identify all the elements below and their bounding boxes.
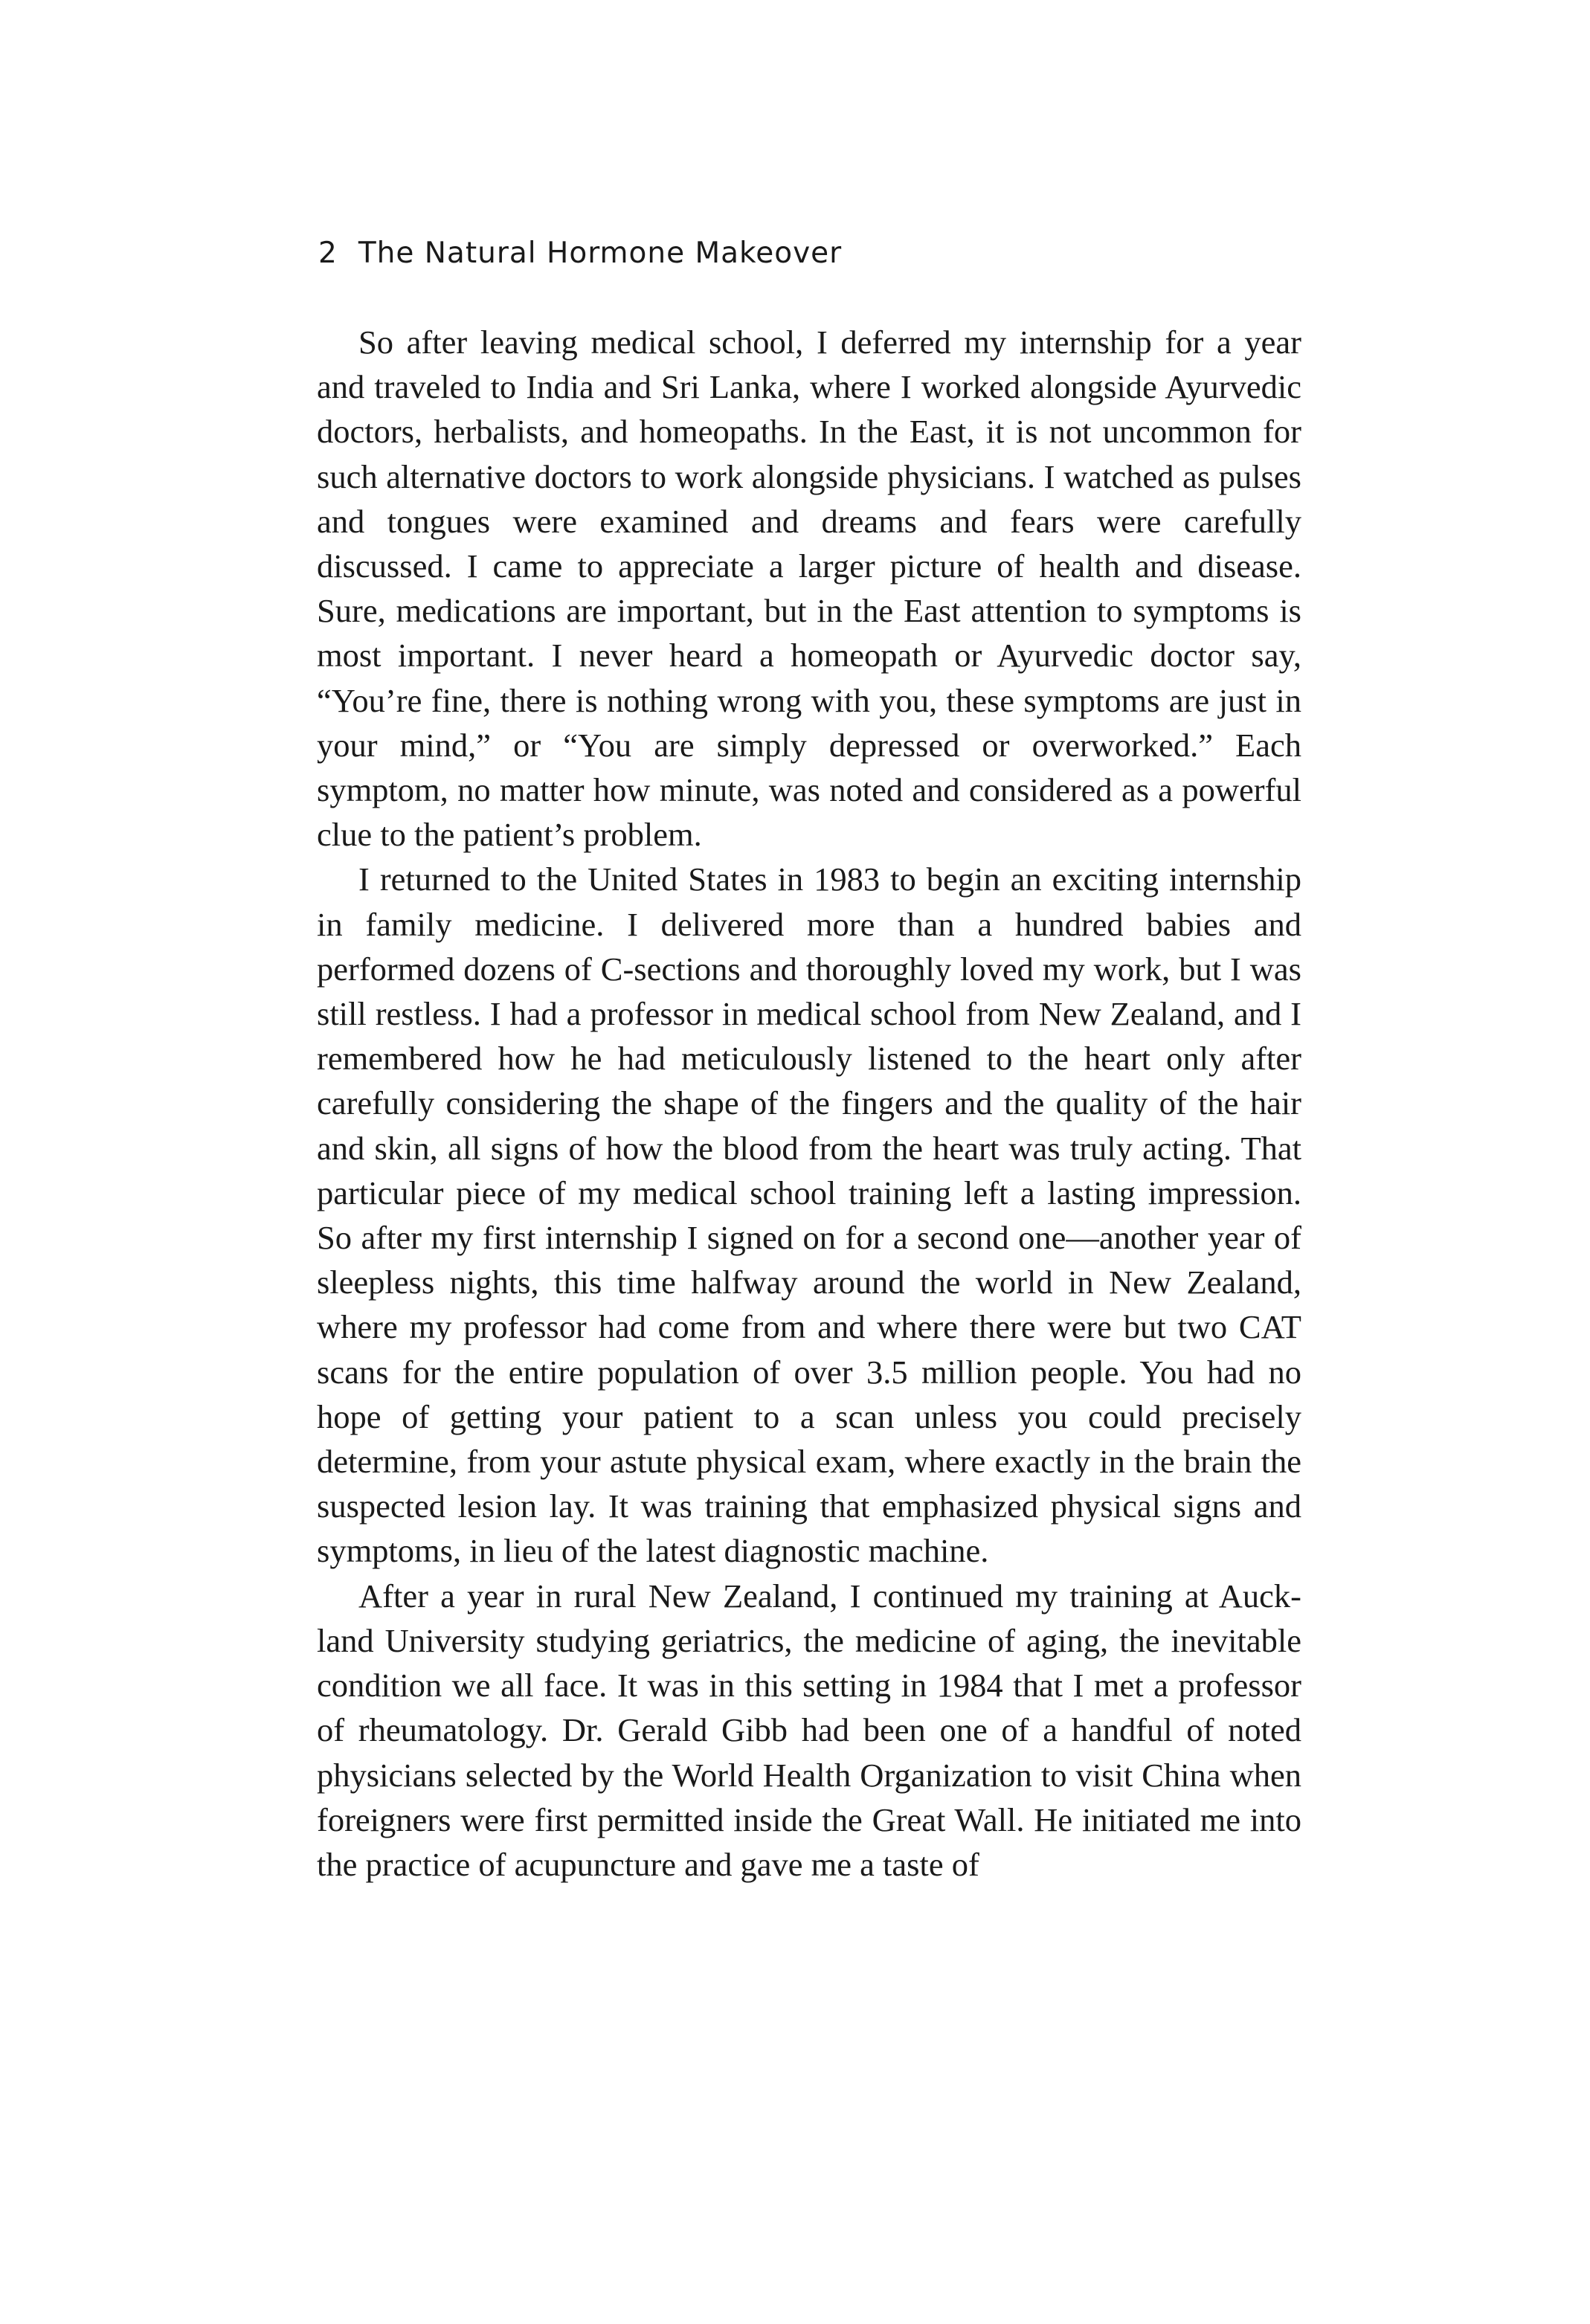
page-number: 2 bbox=[318, 236, 338, 270]
book-title: The Natural Hormone Makeover bbox=[358, 236, 843, 270]
body-text bbox=[317, 320, 1301, 1887]
paragraph-3: After a year in rural New Zealand, I continued my training at Auckland University studying geriatrics, the medicine of aging, the inevitable condition we all face. It was in this setting in 1984 that I met a professor of rheumatology. Dr. Gerald Gibb had been one of a handful of noted physicians selected by the World Health Organization to visit China when foreigners were first permitted inside the Great Wall. He initiated me into the practice of acupuncture and gave me a taste of bbox=[317, 1577, 1301, 1883]
paragraph-2: I returned to the United States in 1983 to begin an exciting internship in family medicine. I delivered more than a hundred babies and performed dozens of C-sections and thoroughly loved my work, but I was still restless. I had a professor in medical school from New Zealand, and I remembered how he had meticulously listened to the heart only after carefully considering the shape of the fingers and the quality of the hair and skin, all signs of how the blood from the heart was truly acting. That particular piece of my medical school training left a lasting impression. So after my first internship I signed on for a second one—another year of sleepless nights, this time halfway around the world in New Zealand, where my professor had come from and where there were but two CAT scans for the entire population of over 3.5 million people. You had no hope of getting your patient to a scan unless you could precisely determine, from your astute physical exam, where exactly in the brain the suspected lesion lay. It was training that emphasized physical signs and symptoms, in lieu of the latest diagnostic machine. bbox=[317, 860, 1301, 1570]
running-head bbox=[318, 236, 842, 270]
paragraph-1: So after leaving medical school, I deferred my internship for a year and traveled to India and Sri Lanka, where I worked alongside Ayurvedic doctors, herbalists, and homeopaths. In the East, it is not uncommon for such alternative doctors to work alongside physicians. I watched as pulses and tongues were examined and dreams and fears were carefully discussed. I came to appreciate a larger picture of health and disease. Sure, medications are important, but in the East attention to symptoms is most important. I never heard a homeopath or Ayurvedic doctor say, “You’re fine, there is nothing wrong with you, these symptoms are just in your mind,” or “You are simply depressed or overworked.” Each symptom, no matter how minute, was noted and considered as a powerful clue to the patient’s problem. bbox=[317, 324, 1301, 854]
